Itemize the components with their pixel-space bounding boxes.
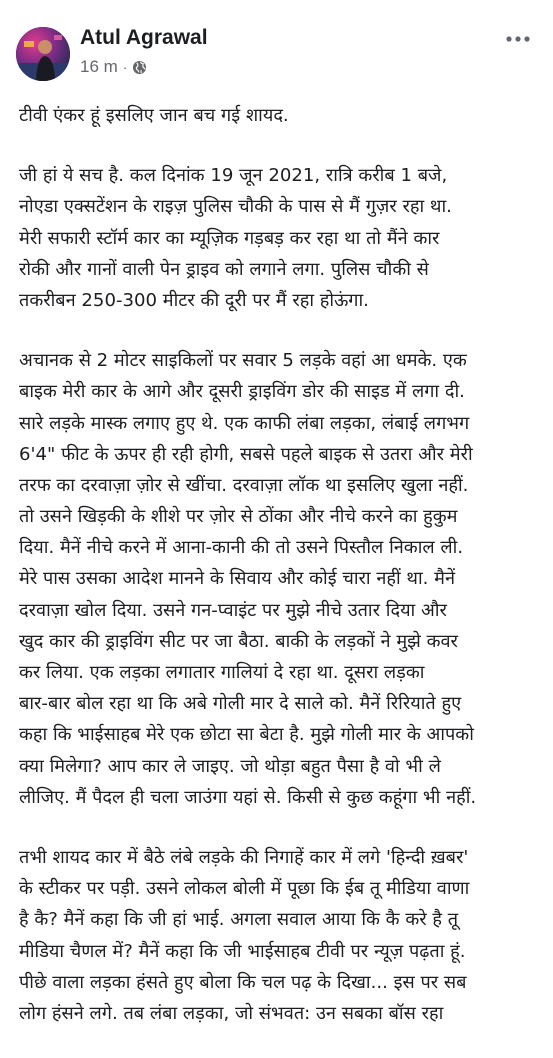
text-line: है कै? मैनें कहा कि जी हां भाई. अगला सवाल आया कि कै करे है तू <box>19 909 459 931</box>
text-line: सारे लड़के मास्क लगाए हुए थे. एक काफी लंबा लड़का, लंबाई लगभग <box>19 412 470 434</box>
text-line: रोकी और गानों वाली पेन ड्राइव को लगाने लगा. पुलिस चौकी से <box>19 258 429 280</box>
text-line: तरफ का दरवाज़ा ज़ोर से खींचा. दरवाज़ा लॉक था इसलिए खुला नहीं. <box>19 474 469 496</box>
text-line: अचानक से 2 मोटर साइकिलों पर सवार 5 लड़के वहां आ धमके. एक <box>19 350 467 372</box>
text-line: कर लिया. एक लड़का लगातार गालियां दे रहा था. दूसरा लड़का <box>19 662 425 683</box>
text-line: के स्टीकर पर पड़ी. उसने लोकल बोली में पूछा कि ईब तू मीडिया वाणा <box>19 878 470 900</box>
paragraph-3 <box>19 345 539 813</box>
text-line: जी हां ये सच है. कल दिनांक 19 जून 2021, रात्रि करीब 1 बजे, <box>19 165 448 187</box>
globe-icon[interactable] <box>132 60 147 75</box>
text-line: लोग हंसने लगे. तब लंबा लड़का, जो संभवत: उन सबका बॉस रहा <box>19 1002 444 1024</box>
text-line: बार-बार बोल रहा था कि अबे गोली मार दे साले को. मैनें रिरियाते हुए <box>19 693 462 715</box>
paragraph-1 <box>19 100 539 131</box>
text-line: पीछे वाला लड़का हंसते हुए बोला कि चल पढ़ के दिखा... इस पर सब <box>19 971 467 993</box>
text-line: तभी शायद कार में बैठे लंबे लड़के की निगाहें कार में लगे 'हिन्दी ख़बर' <box>19 846 469 868</box>
text-line: मीडिया चैणल में? मैनें कहा कि जी भाईसाहब टीवी पर न्यूज़ पढ़ता हूं. <box>19 940 466 962</box>
text-line: मेरी सफारी स्टॉर्म कार का म्यूज़िक गड़बड़ कर रहा था तो मैंने कार <box>19 227 440 249</box>
post-body <box>19 100 539 1058</box>
paragraph-2 <box>19 160 539 316</box>
post-header <box>0 0 553 90</box>
text-line: नोएडा एक्सटेंशन के राइज़ पुलिस चौकी के पास से मैं गुज़र रहा था. <box>19 196 452 218</box>
more-options-button[interactable] <box>503 28 533 50</box>
more-horizontal-icon <box>505 35 531 43</box>
text-line: क्या मिलेगा? आप कार ले जाइए. जो थोड़ा बहुत पैसा है वो भी ले <box>19 755 441 777</box>
text-line: टीवी एंकर हूं इसलिए जान बच गई शायद. <box>19 105 289 126</box>
text-line: कहा कि भाईसाहब मेरे एक छोटा सा बेटा है. मुझे गोली मार के आपको <box>19 724 474 746</box>
author-name[interactable]: Atul Agrawal <box>80 26 208 49</box>
text-line: बाइक मेरी कार के आगे और दूसरी ड्राइविंग डोर की साइड में लगा दी. <box>19 381 465 403</box>
text-line: मेरे पास उसका आदेश मानने के सिवाय और कोई चारा नहीं था. मैनें <box>19 568 456 590</box>
text-line: तकरीबन 250-300 मीटर की दूरी पर मैं रहा होऊंगा. <box>19 289 369 311</box>
text-line: लीजिए. मैं पैदल ही चला जाउंगा यहां से. किसी से कुछ कहूंगा भी नहीं. <box>19 786 477 808</box>
text-line: दिया. मैनें नीचे करने में आना-कानी की तो उसने पिस्तौल निकाल ली. <box>19 537 464 559</box>
meta-separator: · <box>122 59 128 75</box>
post-time[interactable]: 16 m <box>80 57 118 76</box>
text-line: दरवाज़ा खोल दिया. उसने गन-प्वाइंट पर मुझे नीचे उतार दिया और <box>19 599 447 621</box>
post-meta <box>80 56 147 78</box>
text-line: तो उसने खिड़की के शीशे पर ज़ोर से ठोंका और नीचे करने का हुकुम <box>19 506 458 528</box>
text-line: खुद कार की ड्राइविंग सीट पर जा बैठा. बाकी के लड़कों ने मुझे कवर <box>19 630 458 652</box>
avatar[interactable] <box>16 27 70 81</box>
avatar-photo <box>16 27 70 81</box>
paragraph-4 <box>19 842 539 1029</box>
text-line: 6'4" फीट के ऊपर ही रही होगी, सबसे पहले बाइक से उतरा और मेरी <box>19 443 473 465</box>
